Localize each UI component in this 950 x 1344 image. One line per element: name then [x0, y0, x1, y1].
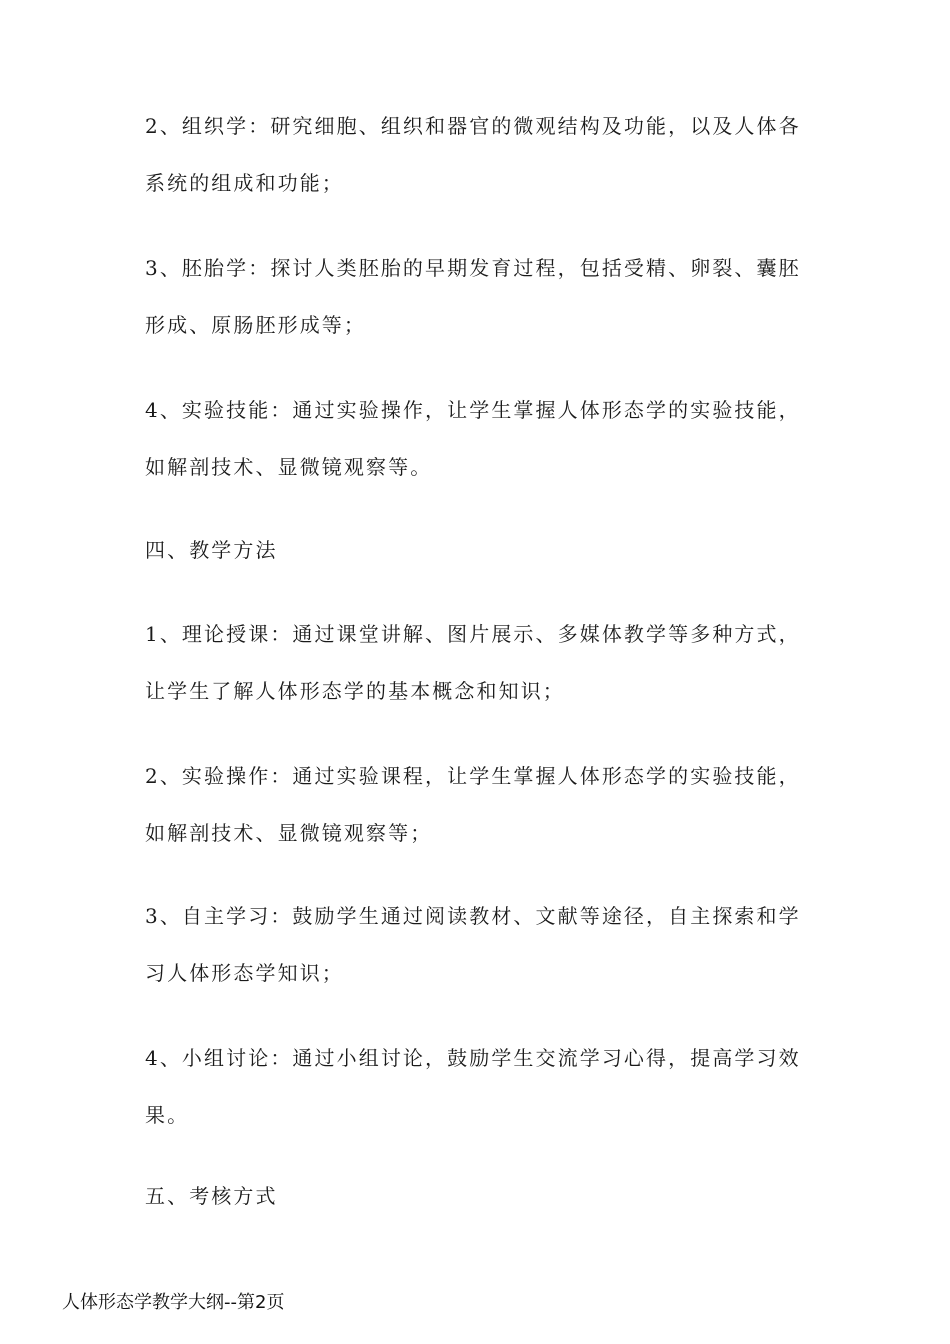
paragraph-lab-skills: 4、实验技能：通过实验操作，让学生掌握人体形态学的实验技能，如解剖技术、显微镜观察等。	[145, 398, 801, 479]
section-heading-assessment: 五、考核方式	[145, 1184, 278, 1208]
paragraph-embryology: 3、胚胎学：探讨人类胚胎的早期发育过程，包括受精、卵裂、囊胚形成、原肠胚形成等；	[145, 256, 801, 337]
paragraph-group-discussion: 4、小组讨论：通过小组讨论，鼓励学生交流学习心得，提高学习效果。	[145, 1046, 801, 1127]
section-heading-teaching-methods: 四、教学方法	[145, 538, 278, 562]
paragraph-lab-operation: 2、实验操作：通过实验课程，让学生掌握人体形态学的实验技能，如解剖技术、显微镜观察等；	[145, 764, 801, 845]
paragraph-histology: 2、组织学：研究细胞、组织和器官的微观结构及功能，以及人体各系统的组成和功能；	[145, 114, 801, 195]
page-footer: 人体形态学教学大纲--第2页	[62, 1292, 285, 1313]
paragraph-self-study: 3、自主学习：鼓励学生通过阅读教材、文献等途径，自主探索和学习人体形态学知识；	[145, 904, 801, 985]
paragraph-theory-lectures: 1、理论授课：通过课堂讲解、图片展示、多媒体教学等多种方式，让学生了解人体形态学的基本概念和知识；	[145, 622, 801, 703]
